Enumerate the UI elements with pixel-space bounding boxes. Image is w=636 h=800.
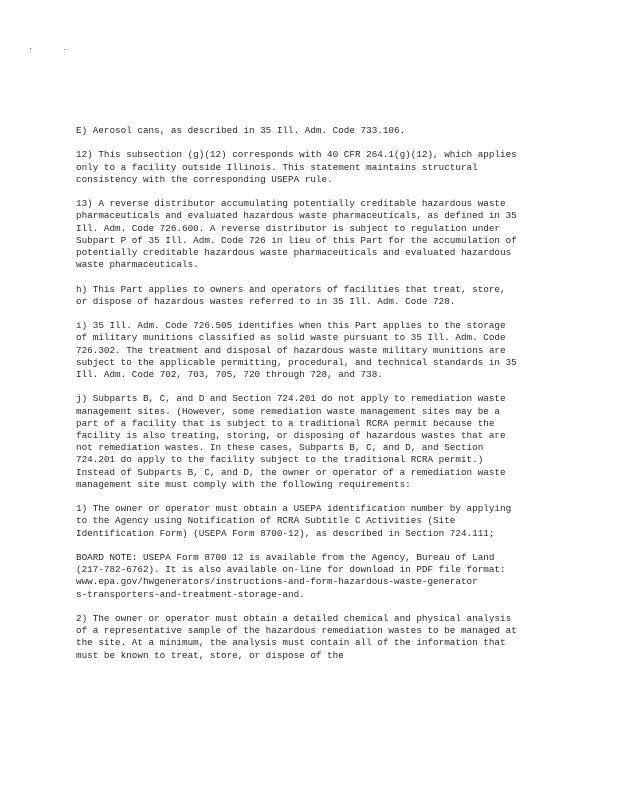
paragraph-requirement-1: 1) The owner or operator must obtain a USEPA identification number by applying to the Agency using Notification of RCRA Subtitle C Activities (Site Identification Form) (USEPA Form 8700-12), as described in Section 724.111; xyxy=(76,503,512,539)
paragraph-requirement-2: 2) The owner or operator must obtain a detailed chemical and physical analysis of a representative sample of the hazardous remediation wastes to be managed at the site. At a minimum, the analysis must contain all of the information that must be known to treat, store, or dispose of the xyxy=(76,613,517,661)
paragraph-subsection-i: i) 35 Ill. Adm. Code 726.505 identifies when this Part applies to the storage of military munitions classified as solid waste pursuant to 35 Ill. Adm. Code 726.302. The treatment and disposal of hazardous waste military munitions are subject to the applicable permitting, procedural, and technical standards in 35 Ill. Adm. Code 702, 703, 705, 720 through 728, and 738. xyxy=(76,320,517,380)
scan-speck xyxy=(64,49,65,50)
scan-speck xyxy=(30,48,31,49)
paragraph-board-note: BOARD NOTE: USEPA Form 8700 12 is available from the Agency, Bureau of Land (217-782-6762). It is also available on-line for download in PDF file format: www.epa.gov/hwgenerators/instructions-and-form-hazardous-waste-generator s-transporters-and-treatment-storage-and. xyxy=(76,552,506,600)
paragraph-subsection-h: h) This Part applies to owners and operators of facilities that treat, store, or dispose of hazardous wastes referred to in 35 Ill. Adm. Code 728. xyxy=(76,283,506,307)
paragraph-subsection-12: 12) This subsection (g)(12) corresponds with 40 CFR 264.1(g)(12), which applies only to a facility outside Illinois. This statement maintains structural consistency with the corresponding USEPA rule. xyxy=(76,149,517,185)
paragraph-subsection-13: 13) A reverse distributor accumulating potentially creditable hazardous waste pharmaceuticals and evaluated hazardous waste pharmaceuticals, as defined in 35 Ill. Adm. Code 726.600. A reverse distributor is subject to regulation under Subpart P of 35 Ill. Adm. Code 726 in lieu of this Part for the accumulation of potentially creditable hazardous waste pharmaceuticals and evaluated hazardous waste pharmaceuticals. xyxy=(76,198,517,271)
paragraph-subsection-j: j) Subparts B, C, and D and Section 724.201 do not apply to remediation waste management sites. (However, some remediation waste management sites may be a part of a facility that is subject to a traditional RCRA permit because the facility is also treating, storing, or disposing of hazardous wastes that are not remediation wastes. In these cases, Subparts B, C, and D, and Section 724.201 do apply to the facility subject to the traditional RCRA permit.) Instead of Subparts B, C, and D, the owner or operator of a remediation waste management site must comply with the following requirements: xyxy=(76,393,506,490)
paragraph-aerosol-cans: E) Aerosol cans, as described in 35 Ill. Adm. Code 733.106. xyxy=(76,125,406,136)
document-page xyxy=(76,125,520,674)
